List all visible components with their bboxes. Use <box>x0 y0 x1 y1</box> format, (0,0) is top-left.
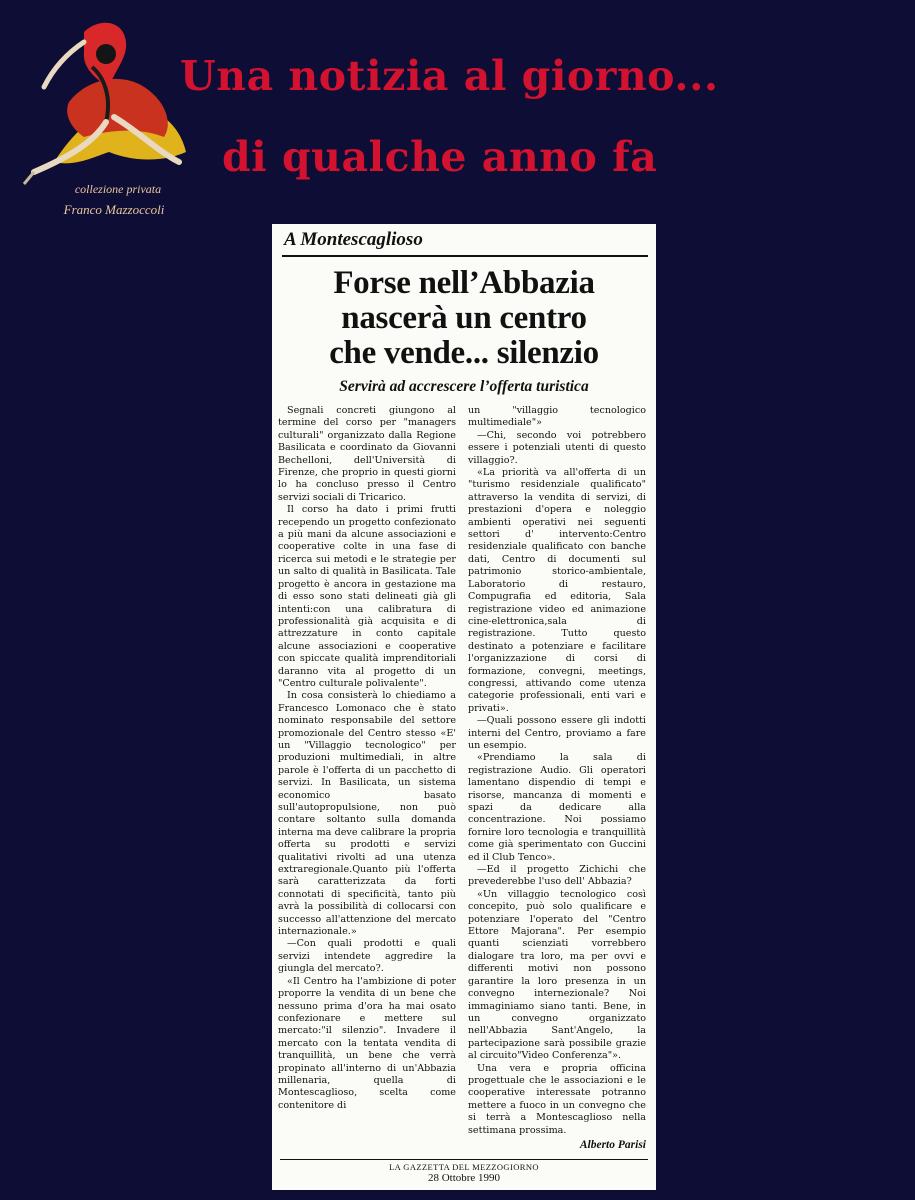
article-paragraph: Il corso ha dato i primi frutti recependo un progetto confezionato a più mani da alcune associazioni e cooperative colte in una fase di ricerca sui metodi e le strategie per un salto di qualità in Basilicata. Tale progetto è ancora in gestazione ma di esso sono stati delineati già gli intenti:con una calibratura di professionalità già acquisita e di attrezzature in conto capitale alcune associazioni e cooperative con spiccate qualità imprenditoriali daranno vita al progetto di un "Centro culturale polivalente". <box>278 504 456 689</box>
logo-caption-collection: collezione privata <box>74 182 162 196</box>
article-paragraph: «Un villaggio tecnologico così concepito, può solo qualificare e potenziare l'operato del "Centro Ettore Majorana". Per esempio quanti scienziati vorrebbero dialogare tra loro, ma per ovvi e differenti motivi non possono garantire la loro presenza in un convegno internezionale? Noi immaginiamo siano tanti. Bene, in un convegno organizzato nell'Abbazia Sant'Angelo, la partecipazione sarà possibile grazie al circuito"Video Conferenza"». <box>468 888 646 1062</box>
article-paragraph: Segnali concreti giungono al termine del corso per "managers culturali" organizzato dalla Regione Basilicata e coordinato da Giovanni Bechelloni, dell'Università di Firenze, che proprio in questi giorni lo ha concluso presso il Centro servizi sociali di Tricarico. <box>278 405 456 503</box>
collection-logo <box>14 12 194 222</box>
article-section-label: A Montescaglioso <box>284 229 423 250</box>
article-paragraph: —Ed il progetto Zichichi che prevederebbe l'uso dell' Abbazia? <box>468 864 646 888</box>
article-title-line: Forse nell’Abbazia <box>333 265 595 301</box>
page-headline-line2: di qualche anno fa <box>222 133 658 181</box>
footer-divider <box>280 1159 648 1160</box>
article-paragraph: —Quali possono essere gli indotti interni del Centro, proviamo a fare un esempio. <box>468 715 646 751</box>
article-column-right <box>468 405 646 1151</box>
article-author: Alberto Parisi <box>579 1138 646 1151</box>
article-title <box>272 266 656 371</box>
article-paragraph: Una vera e propria officina progettuale che le associazioni e le cooperative interessate potranno mettere a fuoco in un convegno che si terrà a Montescaglioso nella settimana prossima. <box>468 1062 646 1136</box>
page-headline-line1: Una notizia al giorno... <box>180 52 719 100</box>
article-subtitle: Servirà ad accrescere l’offerta turistica <box>339 378 589 395</box>
publication-date: 28 Ottobre 1990 <box>427 1172 501 1184</box>
newspaper-clipping <box>272 224 656 1190</box>
newspaper-masthead: LA GAZZETTA DEL MEZZOGIORNO <box>389 1162 539 1172</box>
section-divider <box>282 255 648 257</box>
article-column-left <box>278 405 456 1112</box>
article-title-line: nascerà un centro <box>341 300 587 336</box>
article-paragraph: un "villaggio tecnologico multimediale"» <box>468 405 646 429</box>
article-paragraph: «La priorità va all'offerta di un "turismo residenziale qualificato" attraverso la vendita di servizi, di prestazioni d'opera e noleggio ambienti operativi nei seguenti settori d' intervento:Centro residenziale qualificato con banche dati, Centro di documenti sul patrimonio storico-ambientale, Laboratorio di restauro, Compugrafia ed editoria, Sala registrazione video ed animazione cine-elettronica,sala di registrazione. Tutto questo destinato a potenziare e facilitare l'organizzazione di corsi di formazione, convegni, meetings, congressi, attivando come utenza categorie professionali, enti vari e privati». <box>468 467 646 714</box>
article-paragraph: In cosa consisterà lo chiediamo a Francesco Lomonaco che è stato nominato responsabile del settore promozionale del Centro stesso «E' un "Villaggio tecnologico" per produzioni multimediali, in altre parole è l'offerta di un pacchetto di servizi. In Basilicata, un sistema economico basato sull'autopropulsione, non può contare soltanto sulla domanda interna ma deve calibrare la propria offerta su prodotti e servizi qualitativi rivolti ad una utenza extraregionale.Quanto più l'offerta sarà caratterizzata da forti connotati di specificità, tanto più avrà la possibilità di collocarsi con successo all'attenzione del mercato internazionale.» <box>278 690 456 938</box>
article-paragraph: «Il Centro ha l'ambizione di poter proporre la vendita di un bene che nessuno prima d'ora ha mai osato confezionare e mettere sul mercato:"il silenzio". Invadere il mercato con la tentata vendita di tranquillità, un bene che verrà propinato all'interno di un'Abbazia millenaria, quella di Montescaglioso, scelta come contenitore di <box>278 975 456 1111</box>
article-title-line: che vende... silenzio <box>329 335 599 371</box>
article-paragraph: —Chi, secondo voi potrebbero essere i potenziali utenti di questo villaggio?. <box>468 429 646 466</box>
logo-caption-owner: Franco Mazzoccoli <box>63 202 165 217</box>
dancer-illustration <box>14 12 194 187</box>
article-paragraph: —Con quali prodotti e quali servizi intendete aggredire la giungla del mercato?. <box>278 938 456 975</box>
article-paragraph: «Prendiamo la sala di registrazione Audio. Gli operatori lamentano dispendio di tempi e risorse, mancanza di momenti e spazi da dedicare alla concentrazione. Noi possiamo fornire loro tecnologia e tranquillità come già sperimentato con Guccini ed il Club Tenco». <box>468 752 646 863</box>
